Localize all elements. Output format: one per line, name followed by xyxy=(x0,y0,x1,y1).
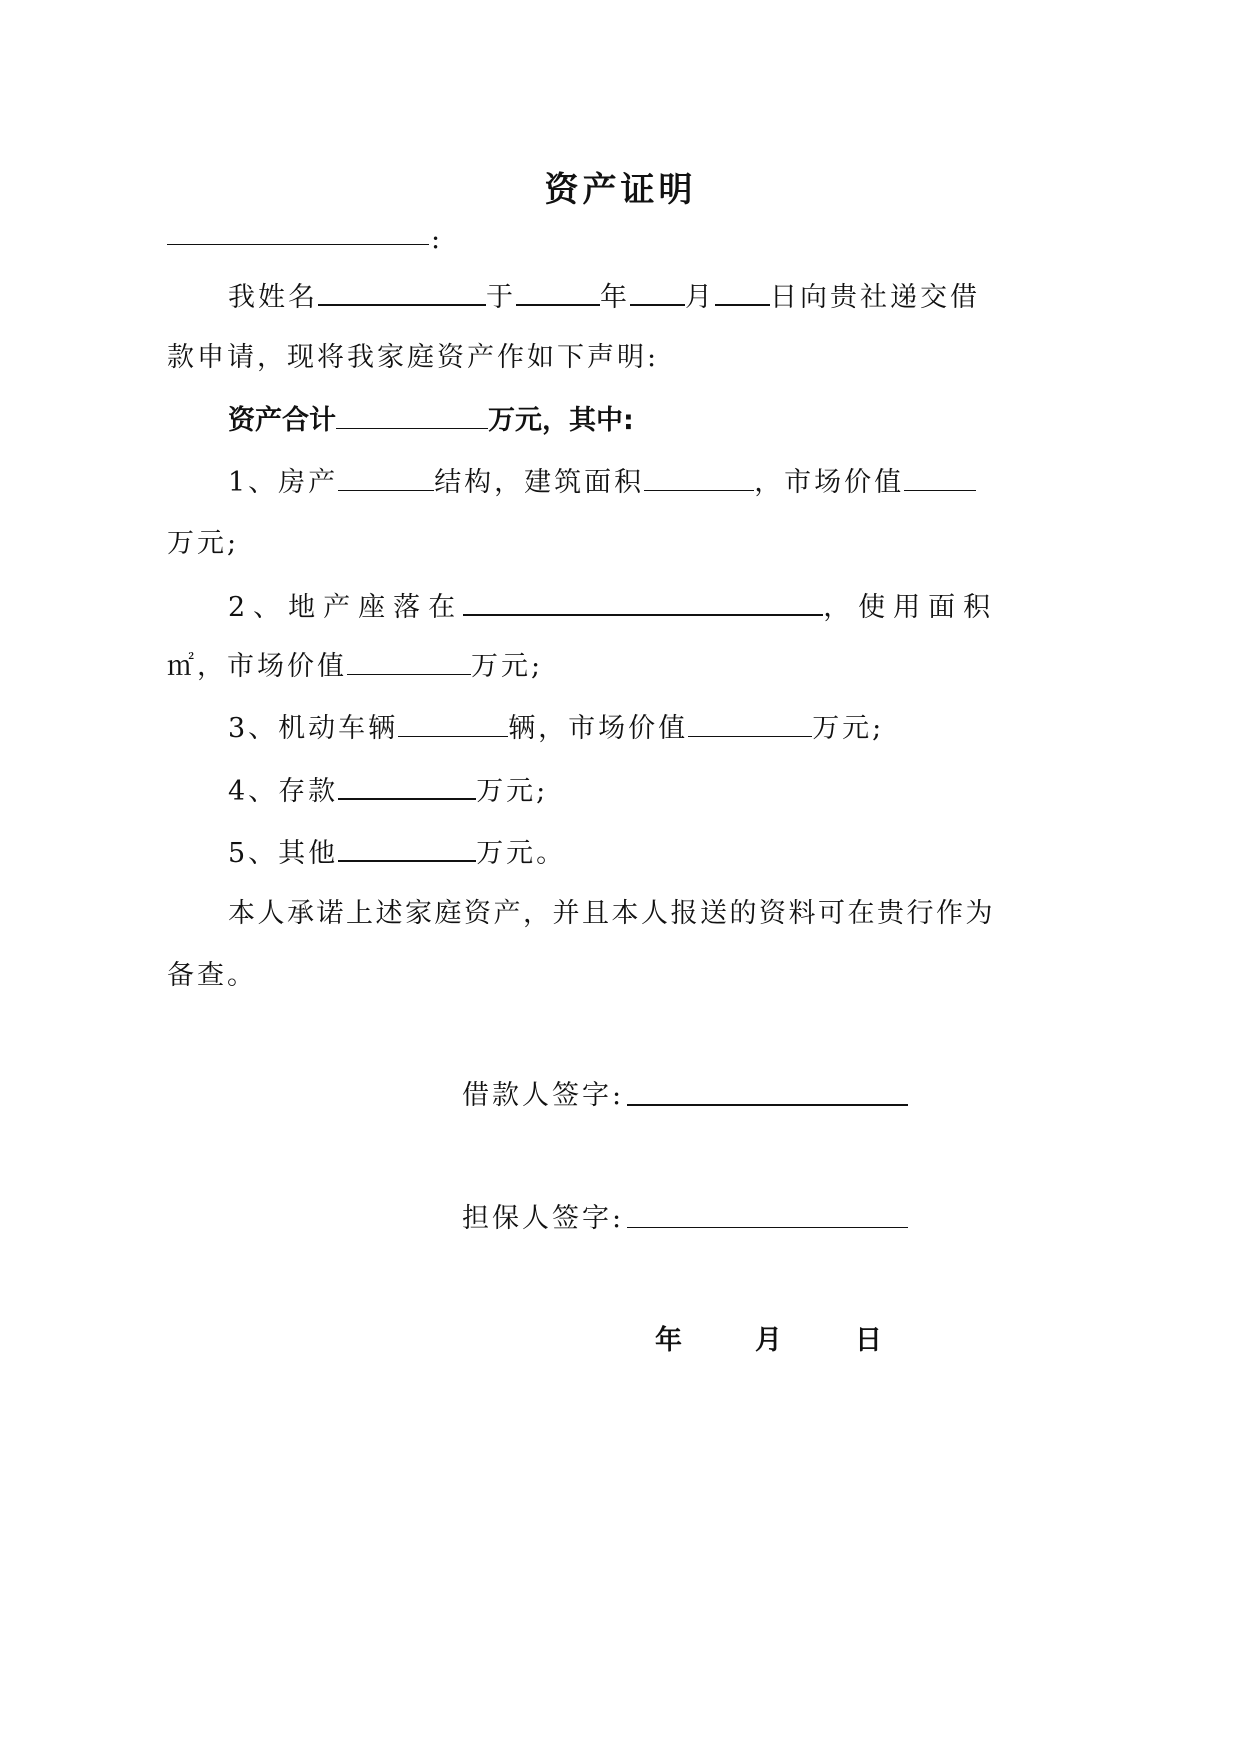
promise-line-2: 备查。 xyxy=(167,960,257,991)
month-blank[interactable] xyxy=(630,278,685,306)
date-year-label: 年 xyxy=(655,1325,682,1356)
item-4-unit: 万元; xyxy=(476,776,549,807)
total-assets-line xyxy=(228,402,634,438)
item-3-label: 3、机动车辆 xyxy=(228,713,399,744)
item-5-unit: 万元。 xyxy=(476,838,567,869)
item-4-label: 4、存款 xyxy=(228,776,339,807)
item-3-value-label: 辆，市场价值 xyxy=(508,713,689,744)
intro-text-name: 我姓名 xyxy=(228,282,318,313)
total-assets-label: 资产合计 xyxy=(228,405,336,436)
item-1-area-label: 结构，建筑面积 xyxy=(434,467,645,498)
deposit-blank[interactable] xyxy=(338,772,476,800)
guarantor-signature-label: 担保人签字: xyxy=(462,1203,625,1234)
intro-line-2: 款申请，现将我家庭资产作如下声明: xyxy=(167,342,660,373)
item-1-label: 1、房产 xyxy=(228,467,339,498)
item-5-line xyxy=(228,834,566,870)
intro-text-at: 于 xyxy=(486,282,516,313)
intro-text-day: 日向贵社递交借 xyxy=(770,282,980,313)
item-1-value-label: ，市场价值 xyxy=(754,467,905,498)
addressee-blank[interactable] xyxy=(167,244,429,245)
page-title: 资产证明 xyxy=(544,170,697,210)
promise-line-1: 本人承诺上述家庭资产，并且本人报送的资料可在贵行作为 xyxy=(228,898,995,929)
guarantor-signature-blank[interactable] xyxy=(627,1227,908,1228)
year-blank[interactable] xyxy=(516,278,600,306)
item-2-area-label: ，使用面积 xyxy=(823,592,999,623)
item-2-unit: 万元; xyxy=(471,651,544,682)
item-2-label: 2、地产座落在 xyxy=(228,592,464,623)
intro-text-month: 月 xyxy=(685,282,715,313)
item-2-line xyxy=(228,588,998,624)
structure-blank[interactable] xyxy=(338,464,434,491)
land-location-blank[interactable] xyxy=(463,588,823,616)
day-blank[interactable] xyxy=(715,278,770,306)
intro-line-1 xyxy=(228,278,980,314)
date-day-label: 日 xyxy=(855,1325,882,1356)
date-month-label: 月 xyxy=(755,1325,782,1356)
item-5-label: 5、其他 xyxy=(228,838,339,869)
name-blank[interactable] xyxy=(318,278,486,306)
item-3-line xyxy=(228,710,884,746)
item-3-unit: 万元; xyxy=(812,713,885,744)
other-blank[interactable] xyxy=(338,834,476,862)
item-1-cont: 万元; xyxy=(167,528,240,559)
borrower-signature-blank[interactable] xyxy=(627,1104,908,1106)
building-area-blank[interactable] xyxy=(644,464,754,491)
land-value-blank[interactable] xyxy=(347,648,471,675)
item-2-cont xyxy=(167,648,543,684)
addressee-colon: : xyxy=(431,224,441,255)
item-1-line xyxy=(228,464,976,500)
item-2-value-label: ㎡，市场价值 xyxy=(167,651,347,682)
item-4-line xyxy=(228,772,548,808)
borrower-signature-label: 借款人签字: xyxy=(462,1080,625,1111)
total-assets-suffix: 万元，其中: xyxy=(488,405,634,436)
house-value-blank[interactable] xyxy=(904,464,976,491)
intro-text-year: 年 xyxy=(600,282,630,313)
total-assets-blank[interactable] xyxy=(336,402,488,429)
signature-date xyxy=(655,1323,882,1359)
vehicle-count-blank[interactable] xyxy=(398,710,508,737)
vehicle-value-blank[interactable] xyxy=(688,710,812,737)
